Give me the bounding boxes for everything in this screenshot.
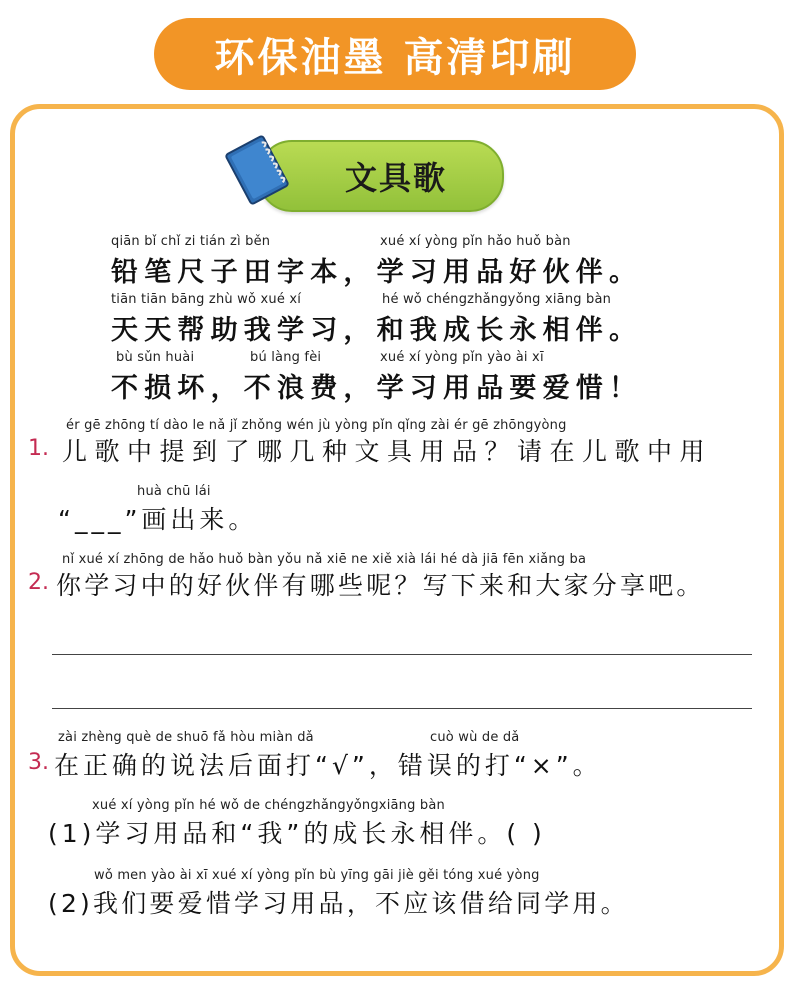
q3-pinyin-b: cuò wù de dǎ [430,730,520,745]
q3-text: 在正确的说法后面打“√”，错误的打“×”。 [54,751,602,780]
q3-item1-pinyin: xué xí yòng pǐn hé wǒ de chéngzhǎngyǒngxiāng bàn [92,798,445,813]
poem-line1: 铅笔尺子田字本，学习用品好伙伴。 [111,257,643,288]
q3-item2-pinyin: wǒ men yào ài xī xué xí yòng pǐn bù yīng gāi jiè gěi tóng xué yòng [94,868,540,883]
answer-line-2[interactable] [52,708,752,709]
q2-text: 你学习中的好伙伴有哪些呢？写下来和大家分享吧。 [56,571,705,600]
page-title: 文具歌 [344,159,447,197]
q1-pinyin-2: huà chū lái [137,484,211,499]
blue-notebook-icon [222,132,292,208]
poem-line1-pinyin-b: xué xí yòng pǐn hǎo huǒ bàn [380,234,571,249]
q2-number: 2. [28,570,49,595]
poem-line2: 天天帮助我学习，和我成长永相伴。 [111,315,643,346]
poem-line3-pinyin-c: xué xí yòng pǐn yào ài xī [380,350,544,365]
poem-line2-pinyin-b: hé wǒ chéngzhǎngyǒng xiāng bàn [382,292,612,307]
q3-item1: (1)学习用品和“我”的成长永相伴。( ) [48,819,546,848]
answer-line-1[interactable] [52,654,752,655]
poem-line3: 不损坏，不浪费，学习用品要爱惜！ [111,373,643,404]
banner-text: 环保油墨 高清印刷 [214,34,576,81]
poem-line3-pinyin-b: bú làng fèi [250,350,322,365]
poem-line3-pinyin-a: bù sǔn huài [116,350,195,365]
q1-pinyin: ér gē zhōng tí dào le nǎ jǐ zhǒng wén jù yòng pǐn qǐng zài ér gē zhōngyòng [66,418,567,433]
poem-line2-pinyin-a: tiān tiān bāng zhù wǒ xué xí [111,292,302,307]
q2-pinyin: nǐ xué xí zhōng de hǎo huǒ bàn yǒu nǎ xiē ne xiě xià lái hé dà jiā fēn xiǎng ba [62,552,587,567]
title-pill [258,140,504,212]
q3-pinyin: zài zhèng què de shuō fǎ hòu miàn dǎ [58,730,314,745]
q1-number: 1. [28,436,49,461]
q3-item2: (2)我们要爱惜学习用品，不应该借给同学用。 [48,889,629,918]
poem-line1-pinyin-a: qiān bǐ chǐ zi tián zì běn [111,234,271,249]
q1-text: 儿歌中提到了哪几种文具用品？请在儿歌中用 [62,437,713,466]
q3-number: 3. [28,750,49,775]
top-banner [154,18,636,90]
q1-text-2: “___”画出来。 [58,505,258,534]
